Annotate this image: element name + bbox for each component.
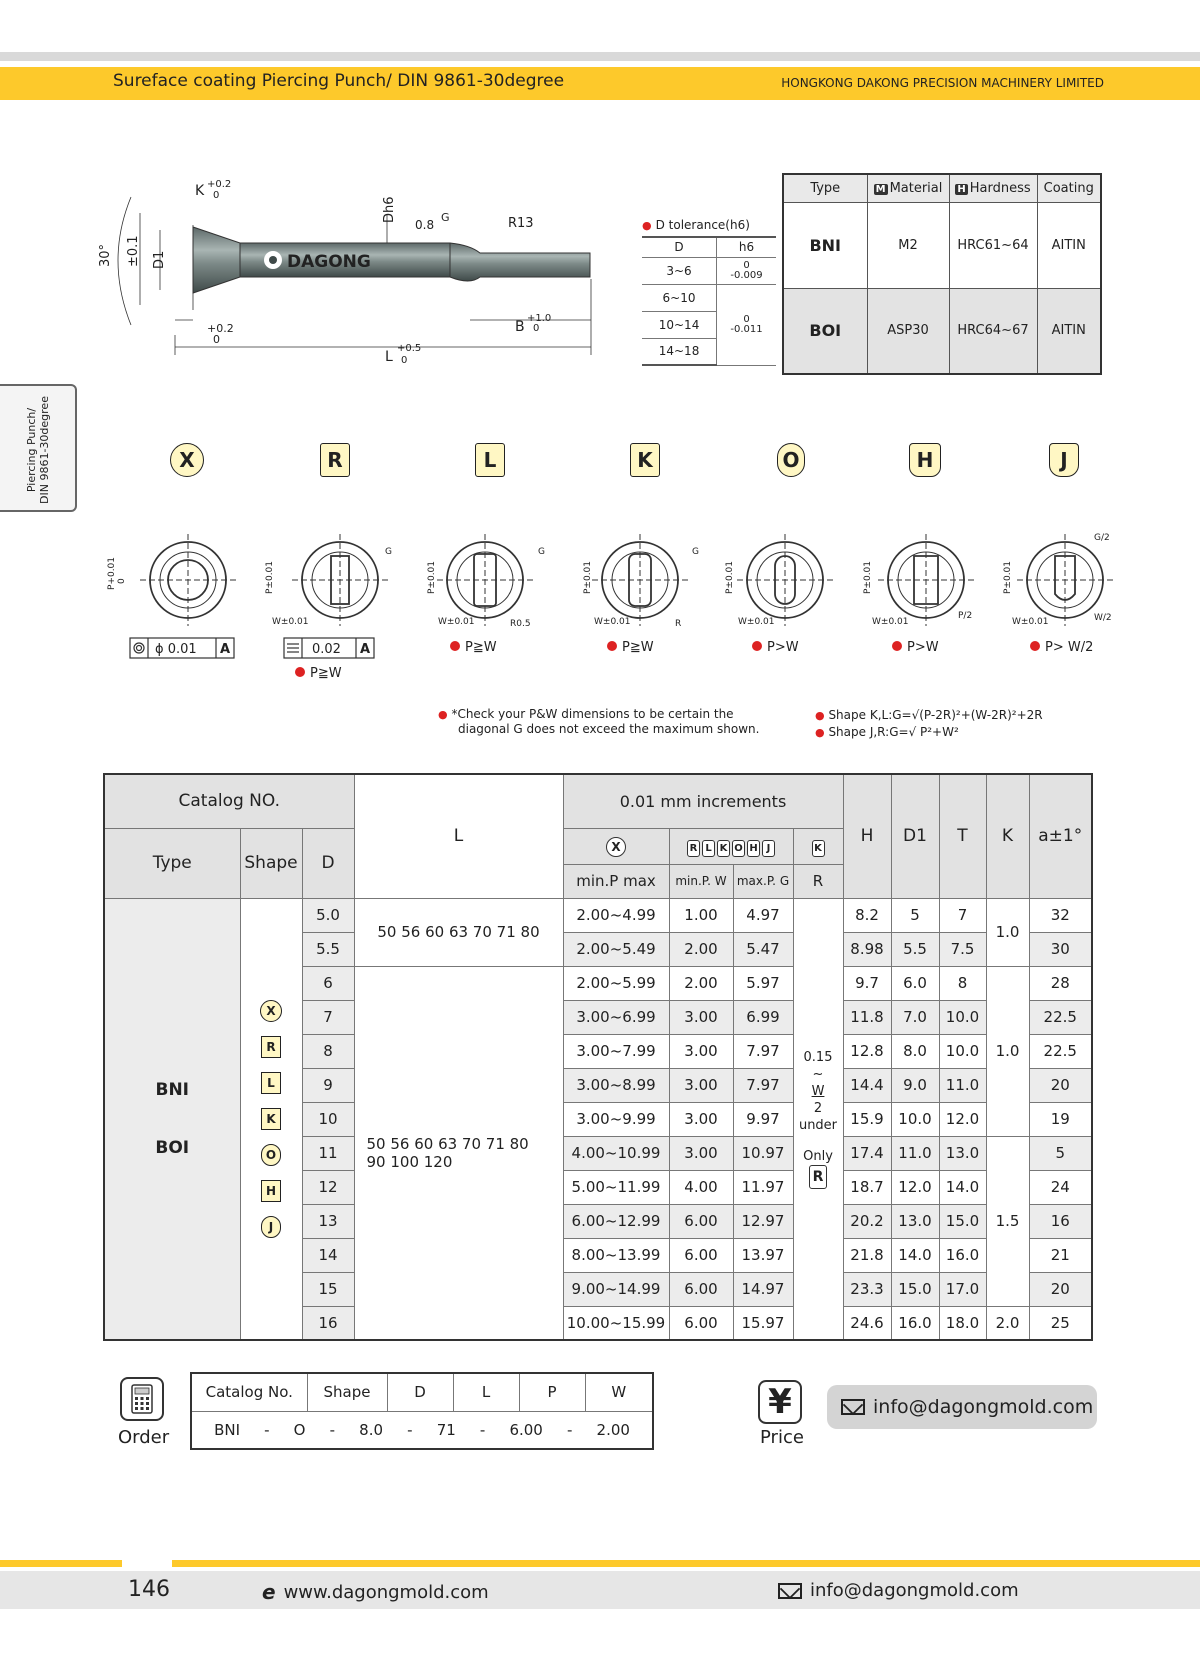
svg-text:G: G [692, 547, 699, 557]
page-number: 146 [128, 1577, 170, 1602]
envelope-icon [841, 1399, 865, 1415]
svg-text:+0.2: +0.2 [207, 322, 234, 335]
svg-text:P±0.01: P±0.01 [1003, 560, 1013, 594]
svg-text:K: K [195, 183, 205, 199]
price-label: Price [760, 1427, 804, 1448]
svg-text:B: B [515, 319, 525, 335]
svg-text:ϕ 0.01: ϕ 0.01 [155, 642, 197, 657]
warning-icon: ● [438, 708, 448, 721]
shape-o-badge[interactable]: O [777, 443, 805, 477]
yen-icon: ¥ [758, 1380, 802, 1424]
footer-website-link[interactable]: e www.dagongmold.com [262, 1580, 489, 1604]
shape-j-icon: J [762, 840, 775, 857]
warning-icon: ● [815, 726, 825, 739]
svg-text:G/2: G/2 [1094, 533, 1110, 543]
page-title: Sureface coating Piercing Punch/ DIN 9861-30degree [113, 71, 565, 91]
footer-bar [0, 1571, 1200, 1609]
envelope-icon [778, 1583, 802, 1599]
type-bni: BNI [155, 1079, 189, 1100]
shape-k-badge[interactable]: K [630, 443, 660, 477]
material-icon: M [875, 183, 886, 195]
pw-note: ● *Check your P&W dimensions to be certain the diagonal G does not exceed the maximum shown. [438, 707, 760, 736]
svg-text:P≧W: P≧W [310, 666, 342, 681]
email-button[interactable]: info@dagongmold.com [827, 1385, 1097, 1429]
shape-k-icon: K [261, 1108, 281, 1130]
shape-r-icon: R [261, 1036, 281, 1058]
shape-x-icon: X [606, 837, 626, 857]
shape-j-icon: J [261, 1216, 281, 1238]
svg-text:0: 0 [117, 578, 127, 584]
shape-r-badge[interactable]: R [320, 443, 350, 477]
type-boi: BOI [155, 1137, 190, 1158]
svg-text:W±0.01: W±0.01 [872, 617, 909, 627]
order-example-table: Catalog No. Shape D L P W BNI - O - 8.0 - 71 - 6.00 - 2.00 [190, 1372, 654, 1450]
svg-text:P±0.01: P±0.01 [265, 560, 275, 594]
svg-text:0.8: 0.8 [415, 218, 435, 232]
svg-text:0.02: 0.02 [312, 642, 341, 657]
shape-l-badge[interactable]: L [475, 443, 505, 477]
order-label: Order [118, 1427, 170, 1448]
svg-text:P≧W: P≧W [465, 640, 497, 655]
shape-h-badge[interactable]: H [909, 443, 941, 477]
svg-text:P/2: P/2 [958, 611, 973, 621]
punch-brand: DAGONG [287, 252, 371, 272]
shape-l-icon: L [261, 1072, 281, 1094]
svg-text:R13: R13 [508, 216, 534, 231]
shape-r-icon: R [809, 1165, 827, 1189]
footer-email-link[interactable]: info@dagongmold.com [778, 1580, 1019, 1601]
punch-neck [450, 243, 590, 281]
svg-text:P>W: P>W [767, 640, 799, 655]
shape-o-icon: O [261, 1144, 281, 1166]
svg-text:P±0.01: P±0.01 [863, 560, 873, 594]
svg-text:G: G [441, 211, 450, 224]
shape-h-icon: H [261, 1180, 281, 1202]
svg-text:A: A [220, 642, 231, 657]
shape-r-icon: R [687, 840, 700, 857]
shape-h-icon: H [747, 840, 760, 857]
svg-text:P+0.01: P+0.01 [107, 556, 117, 590]
svg-text:0: 0 [401, 355, 408, 366]
shape-details-drawing [100, 528, 1120, 688]
shape-k-icon: K [812, 840, 825, 857]
browser-icon: e [262, 1580, 276, 1604]
material-table: Type M Material H Hardness Coating BNI M2 HRC61~64 AITIN BOI ASP30 HRC64~67 AITIN [782, 173, 1102, 375]
shape-l-icon: L [702, 840, 715, 857]
company-name: HONGKONG DAKONG PRECISION MACHINERY LIMITED [781, 76, 1104, 90]
svg-text:W±0.01: W±0.01 [272, 617, 309, 627]
svg-text:D1: D1 [152, 250, 167, 269]
shape-j-badge[interactable]: J [1049, 443, 1079, 477]
svg-text:P±0.01: P±0.01 [725, 560, 735, 594]
svg-text:W±0.01: W±0.01 [1012, 617, 1049, 627]
svg-text:0: 0 [213, 333, 220, 346]
svg-text:P>W: P>W [907, 640, 939, 655]
shape-formula-note: ● Shape K,L:G=√(P-2R)²+(W-2R)²+2R ● Shape J,R:G=√ P²+W² [815, 708, 1043, 739]
svg-text:30°: 30° [98, 243, 113, 267]
svg-text:+1.0: +1.0 [527, 313, 552, 324]
svg-text:G: G [538, 547, 545, 557]
punch-shape [193, 227, 240, 293]
shape-x-badge[interactable]: X [170, 443, 204, 477]
section-side-tab[interactable] [0, 384, 77, 512]
svg-text:L: L [385, 349, 393, 365]
svg-text:W±0.01: W±0.01 [738, 617, 775, 627]
side-tab-label: Piercing Punch/ DIN 9861-30degree [25, 396, 51, 504]
warning-icon: ● [642, 218, 652, 232]
svg-text:A: A [360, 642, 371, 657]
hardness-icon: H [957, 183, 966, 195]
shape-k-icon: K [717, 840, 730, 857]
calculator-icon [120, 1377, 164, 1421]
svg-text:W/2: W/2 [1094, 613, 1112, 623]
catalog-table: Catalog NO. L 0.01 mm increments H D1 T K a±1° Type Shape D X R L K O H J K min.P max min.P. W max.P. G R BNI BOI X R L K O H J 5.0 50 56 60 63 70 71 80 2.00~4.99 1.00 4.97 0.15 ~ W 2 under Only R 8.2 5 7 1.0 32 5.5 2.00~5.49 2.00 5.47 8.98 5.5 7.5 30 6 50 56 60 63 70 71 80 90 100 120 2.00~5.99 2.00 5.97 9.7 6.0 8 1.0 28 7 3.00~6.99 3.00 6.99 11.8 7.0 10.0 22.5 8 3.00~7.99 3.00 7.97 12.8 8.0 10.0 22.5 9 3.00~8.99 3.00 7.97 14.4 9.0 11.0 20 10 3.00~9.99 3.00 9.97 15.9 10.0 12.0 19 11 4.00~10.99 3.00 10.97 17.4 11.0 13.0 1.5 5 12 5.00~11.99 4.00 11.97 18.7 12.0 14.0 24 13 6.00~12.99 6.00 12.97 20.2 13.0 15.0 16 14 8.00~13.99 6.00 13.97 21.8 14.0 16.0 21 15 9.00~14.99 6.00 14.97 23.3 15.0 17.0 20 16 10.00~15.99 6.00 15.97 24.6 16.0 18.0 2.0 25 [103, 773, 1093, 1341]
svg-text:R: R [675, 619, 682, 629]
svg-text:G: G [385, 547, 392, 557]
svg-text:Dh6: Dh6 [382, 196, 397, 223]
punch-drawing [95, 175, 605, 390]
svg-text:+0.2: +0.2 [207, 179, 232, 190]
svg-text:P±0.01: P±0.01 [583, 560, 593, 594]
warning-icon: ● [815, 709, 825, 722]
header-top-rule [0, 52, 1200, 61]
svg-text:0: 0 [533, 323, 540, 334]
svg-text:W±0.01: W±0.01 [438, 617, 475, 627]
svg-text:±0.1: ±0.1 [126, 235, 141, 267]
d-tolerance-table: ● D tolerance(h6) D h6 3~6 0 -0.009 6~10 0 -0.011 10~14 14~18 [642, 214, 776, 366]
svg-text:0: 0 [213, 190, 220, 201]
svg-text:+0.5: +0.5 [397, 343, 422, 354]
shape-x-icon: X [260, 1000, 282, 1022]
svg-text:R0.5: R0.5 [510, 619, 531, 629]
svg-text:P≧W: P≧W [622, 640, 654, 655]
svg-text:P±0.01: P±0.01 [427, 560, 437, 594]
svg-text:W±0.01: W±0.01 [594, 617, 631, 627]
svg-text:P> W/2: P> W/2 [1045, 640, 1094, 655]
shape-o-icon: O [732, 840, 745, 857]
